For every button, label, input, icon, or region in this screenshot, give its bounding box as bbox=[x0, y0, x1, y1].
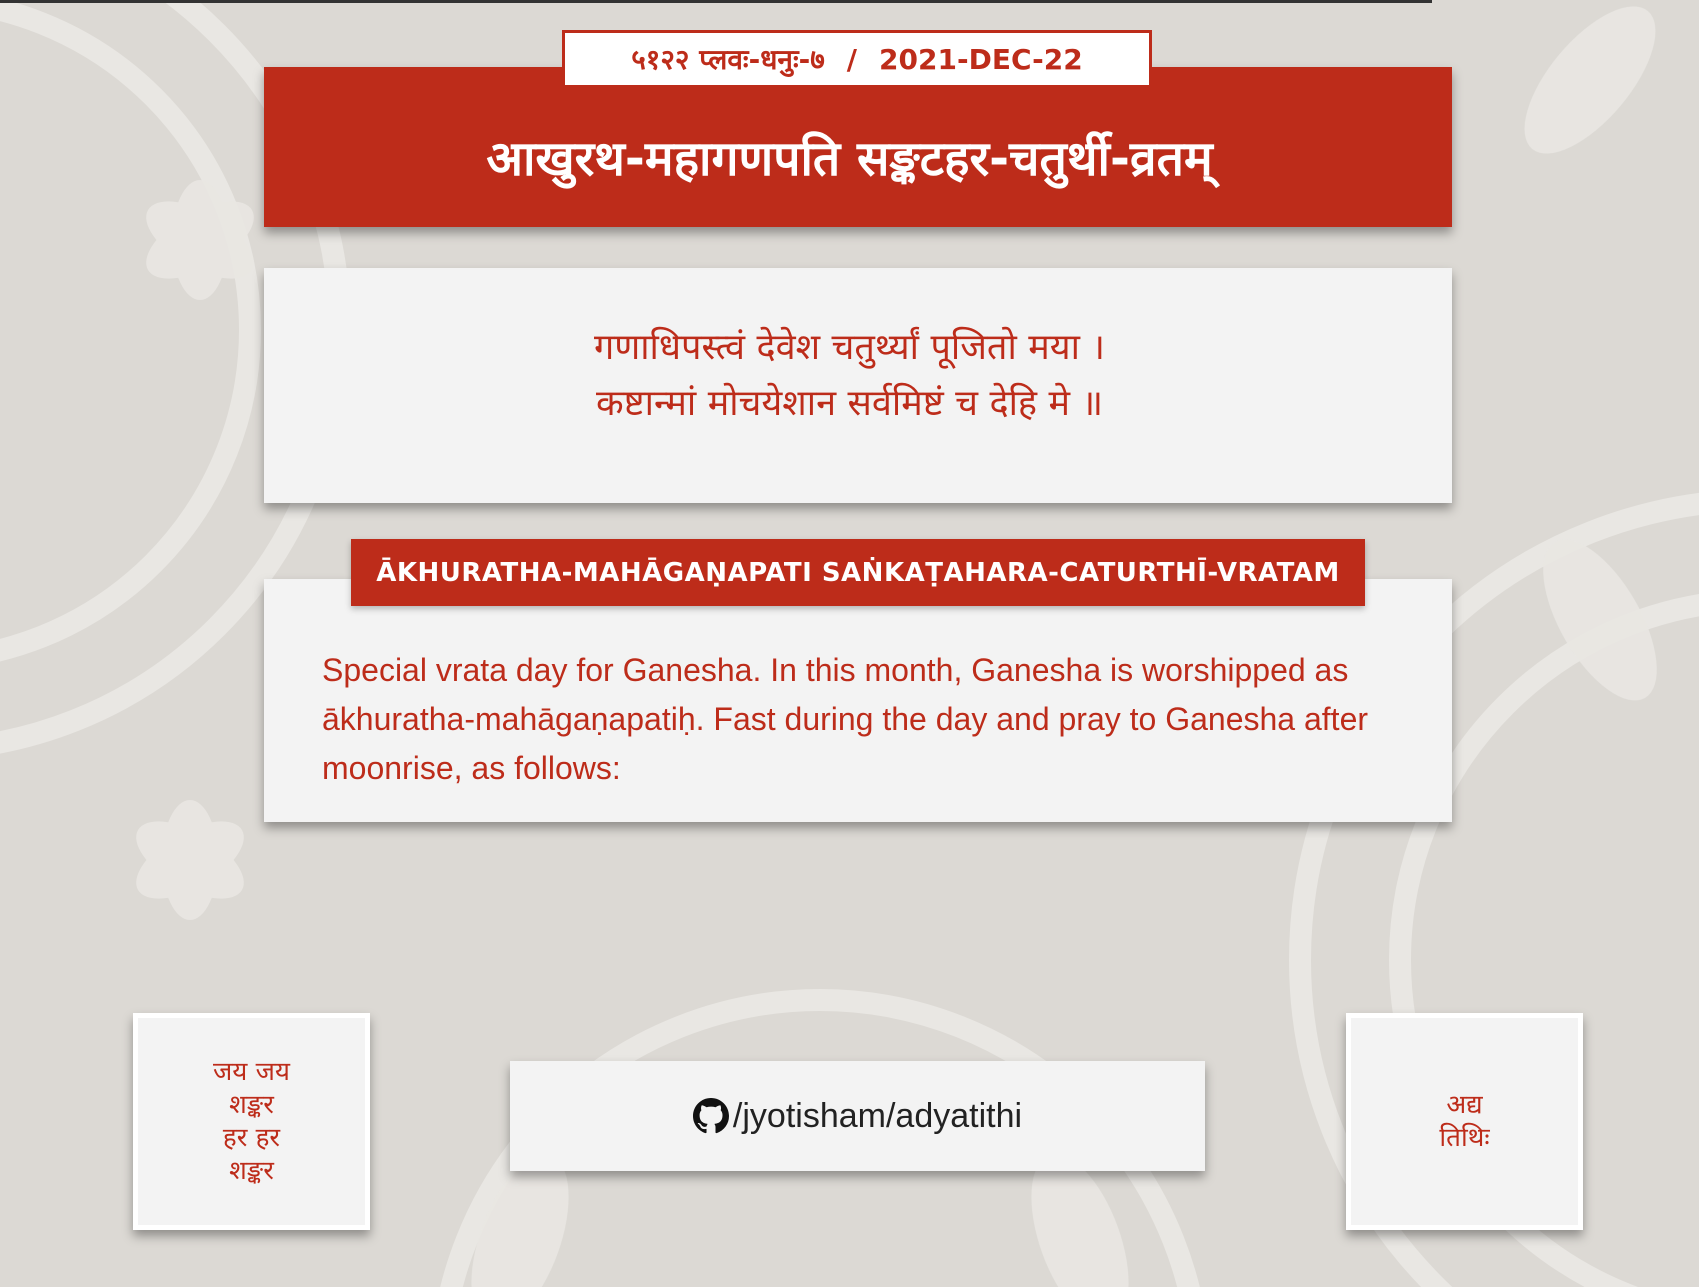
right-line-2: तिथिः bbox=[1439, 1122, 1490, 1153]
description-body: Special vrata day for Ganesha. In this month, Ganesha is worshipped as ākhuratha-mahāgaṇapatiḥ. Fast during the day and pray to Ganesha after moonrise, as follows: bbox=[322, 652, 1369, 786]
left-blessing-card bbox=[133, 1013, 370, 1230]
left-line-4: शङ्कर bbox=[229, 1155, 274, 1186]
left-line-3: हर हर bbox=[222, 1122, 281, 1153]
github-path: /jyotisham/adyatithi bbox=[732, 1096, 1023, 1135]
date-badge bbox=[562, 30, 1152, 88]
page-title: आखुरथ-महागणपति सङ्कटहर-चतुर्थी-व्रतम् bbox=[486, 131, 1213, 187]
right-line-1: अद्य bbox=[1446, 1089, 1483, 1120]
right-tithi-card bbox=[1346, 1013, 1583, 1230]
shloka-line-2: कष्टान्मां मोचयेशान सर्वमिष्टं च देहि मे ॥ bbox=[595, 383, 1104, 424]
date-separator: / bbox=[846, 42, 858, 76]
top-border-line bbox=[0, 0, 1432, 3]
github-icon bbox=[693, 1098, 729, 1134]
description-heading: ĀKHURATHA-MAHĀGAṆAPATI SAṄKAṬAHARA-CATURTHĪ-VRATAM bbox=[351, 539, 1365, 606]
saka-date: ५१२२ प्लवः-धनुः-७ bbox=[631, 43, 825, 76]
left-line-1: जय जय bbox=[212, 1056, 290, 1087]
shloka-line-1: गणाधिपस्त्वं देवेश चतुर्थ्यां पूजितो मया । bbox=[593, 327, 1106, 368]
github-link[interactable] bbox=[510, 1061, 1205, 1171]
left-line-2: शङ्कर bbox=[229, 1089, 274, 1120]
gregorian-date: 2021-DEC-22 bbox=[879, 42, 1083, 76]
